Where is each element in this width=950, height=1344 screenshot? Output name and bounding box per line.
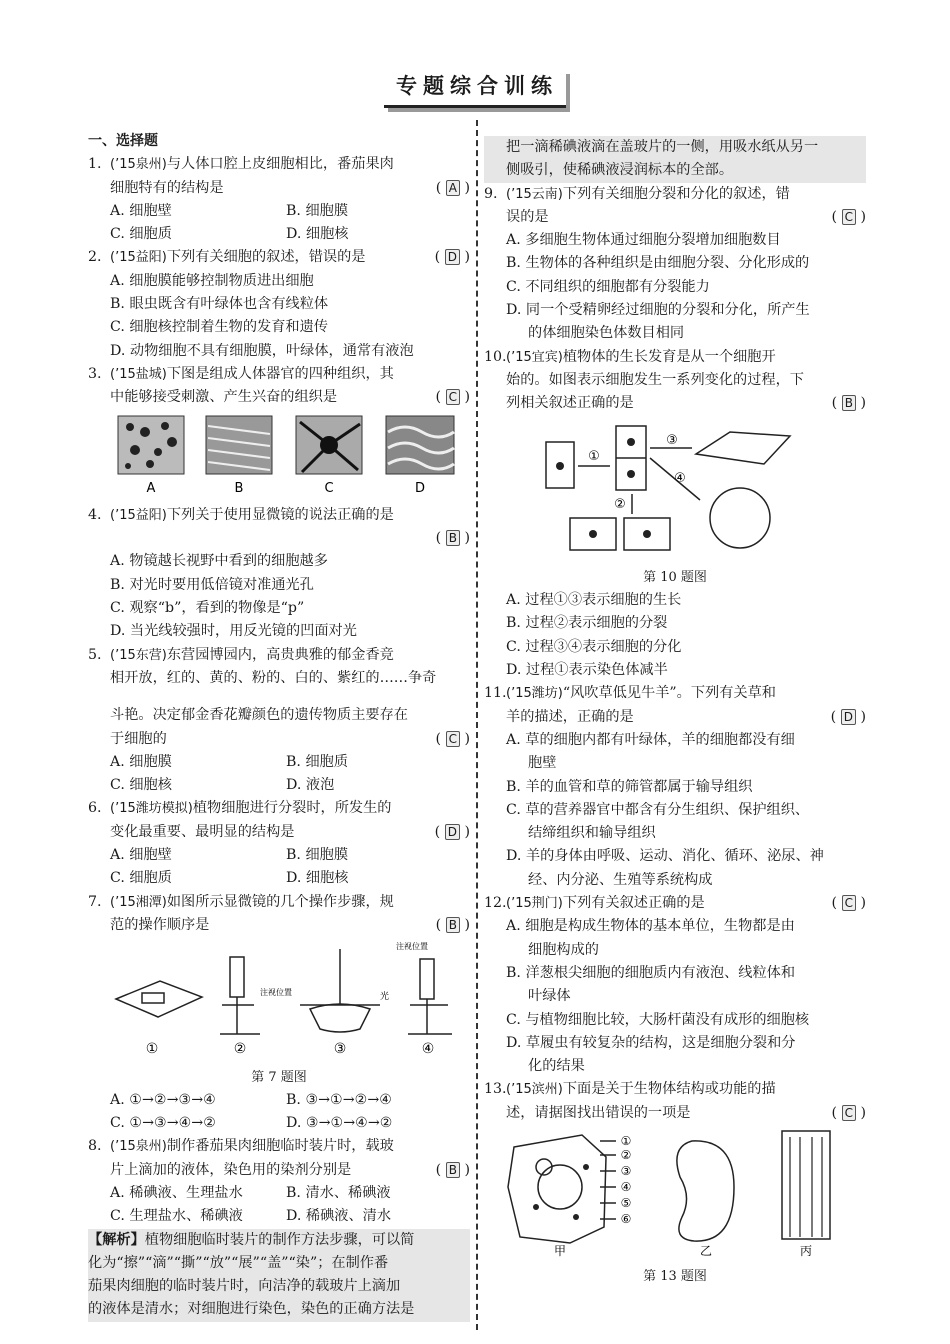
option-a: A. 细胞壁 bbox=[110, 202, 172, 219]
question-3 bbox=[88, 363, 470, 504]
q-text-cont: 列相关叙述正确的是 bbox=[506, 395, 634, 412]
question-1 bbox=[88, 153, 470, 246]
section-heading: 一、选择题 bbox=[88, 133, 158, 149]
option-c: C. 与植物细胞比较，大肠杆菌没有成形的细胞核 bbox=[506, 1011, 810, 1028]
answer: A bbox=[446, 180, 460, 196]
option-b: B. 细胞膜 bbox=[286, 847, 349, 864]
structures-figure bbox=[500, 1127, 840, 1257]
option-b: B. 洋葱根尖细胞的细胞质内有液泡、线粒体和 bbox=[506, 964, 796, 981]
answer: B bbox=[842, 395, 856, 411]
q-source: (’15云南) bbox=[506, 186, 563, 202]
option-d: D. 液泡 bbox=[286, 777, 335, 794]
part-label: ④ bbox=[620, 1179, 632, 1194]
seed-yi bbox=[677, 1141, 734, 1241]
q-number: 1. bbox=[88, 156, 102, 173]
answer-box: ( B ) bbox=[435, 1161, 470, 1178]
explanation-line: 把一滴稀碘液滴在盖玻片的一侧，用吸水纸从另一 bbox=[506, 139, 819, 155]
option-d-cont: 化的结果 bbox=[528, 1058, 585, 1075]
explanation-line: 茄果肉细胞的临时装片时，向洁净的载玻片上滴加 bbox=[88, 1278, 401, 1295]
option-a: A. 细胞是构成生物体的基本单位，生物都是由 bbox=[506, 918, 795, 935]
figure-caption: 第 7 题图 bbox=[251, 1069, 307, 1085]
option-a: A. 过程①③表示细胞的生长 bbox=[506, 592, 682, 609]
part-label: ⑥ bbox=[620, 1211, 632, 1226]
q-source: (’15泉州) bbox=[110, 157, 167, 173]
q-number: 12. bbox=[484, 895, 507, 912]
q-text-cont: 斗艳。决定郁金香花瓣颜色的遗传物质主要存在 bbox=[110, 707, 408, 724]
q-text-cont: 始的。如图表示细胞发生一系列变化的过程，下 bbox=[506, 371, 804, 388]
q-text: 制作番茄果肉细胞临时装片时，载玻 bbox=[166, 1138, 394, 1155]
q-number: 13. bbox=[484, 1081, 507, 1098]
option-b: B. 清水、稀碘液 bbox=[286, 1184, 391, 1201]
fig-label-a: A bbox=[146, 480, 156, 496]
q-text: 如图所示显微镜的几个操作步骤，规 bbox=[166, 893, 394, 910]
q-text: 下列有关叙述正确的是 bbox=[562, 895, 705, 912]
option-d: D. 稀碘液、清水 bbox=[286, 1208, 392, 1225]
microscope-steps-figure bbox=[110, 939, 466, 1057]
q-source: (’15湘潭) bbox=[110, 894, 167, 910]
part-label: ② bbox=[620, 1147, 632, 1162]
fig-label-c: C bbox=[324, 480, 334, 496]
q-number: 5. bbox=[88, 646, 102, 663]
answer: D bbox=[445, 824, 460, 840]
fig-label-yi: 乙 bbox=[699, 1243, 713, 1257]
q-source: (’15荆门) bbox=[506, 896, 563, 912]
answer-box: ( C ) bbox=[435, 730, 470, 747]
answer: B bbox=[446, 1162, 460, 1178]
q-text: 下列关于使用显微镜的说法正确的是 bbox=[166, 506, 394, 523]
step-label: ③ bbox=[333, 1041, 347, 1058]
column-divider bbox=[476, 120, 478, 1330]
plant-cell-jia bbox=[508, 1135, 606, 1243]
answer-box: ( B ) bbox=[435, 530, 470, 547]
option-a: A. 草的细胞内都有叶绿体，羊的细胞都没有细 bbox=[506, 731, 795, 748]
slide-step-1 bbox=[116, 981, 202, 1017]
option-c: C. 生理盐水、稀碘液 bbox=[110, 1208, 243, 1225]
step-3-label: ③ bbox=[666, 432, 678, 448]
title-text: 专题综合训练 bbox=[384, 70, 566, 108]
figure-caption: 第 13 题图 bbox=[643, 1269, 707, 1285]
explanation-continued bbox=[484, 136, 866, 183]
answer-box: ( D ) bbox=[434, 249, 470, 266]
q-text: 下面是关于生物体结构或功能的描 bbox=[562, 1081, 776, 1098]
q-text-cont: 误的是 bbox=[506, 208, 549, 225]
fig-label-d: D bbox=[414, 480, 426, 496]
step-4-label: ④ bbox=[674, 470, 686, 486]
q-source: (’15泉州) bbox=[110, 1139, 167, 1155]
answer: D bbox=[841, 709, 856, 725]
answer-box: ( C ) bbox=[831, 208, 866, 225]
option-d: D. 羊的身体由呼吸、运动、消化、循环、泌尿、神 bbox=[506, 848, 824, 865]
option-a: A. 多细胞生物体通过细胞分裂增加细胞数目 bbox=[506, 232, 781, 249]
option-b: B. 细胞膜 bbox=[286, 202, 349, 219]
answer-box: ( C ) bbox=[831, 1104, 866, 1121]
answer: D bbox=[445, 249, 460, 265]
question-5 bbox=[88, 644, 470, 798]
q-text: 与人体口腔上皮细胞相比，番茄果肉 bbox=[166, 156, 394, 173]
option-b: B. 羊的血管和草的筛管都属于输导组织 bbox=[506, 778, 753, 795]
left-column bbox=[88, 130, 470, 1322]
step-2-label: ② bbox=[614, 496, 626, 512]
q-text: 下列有关细胞分裂和分化的叙述，错 bbox=[562, 185, 790, 202]
microscope-step-2 bbox=[230, 957, 244, 997]
option-a-cont: 细胞构成的 bbox=[528, 941, 599, 958]
explanation-line: 植物细胞临时装片的制作方法步骤，可以简 bbox=[144, 1231, 415, 1248]
answer-box: ( D ) bbox=[434, 823, 470, 840]
q-number: 8. bbox=[88, 1138, 102, 1155]
step-label: ① bbox=[145, 1041, 159, 1058]
question-9 bbox=[484, 183, 866, 346]
q-text: 下图是组成人体器官的四种组织，其 bbox=[166, 365, 394, 382]
option-c: C. 观察“b”，看到的物像是“p” bbox=[110, 600, 305, 617]
q-text-cont: 于细胞的 bbox=[110, 730, 167, 747]
slide-step-3 bbox=[310, 1004, 370, 1032]
microscope-step-4 bbox=[420, 959, 434, 999]
option-b: B. 过程②表示细胞的分裂 bbox=[506, 615, 668, 632]
fig-label-b: B bbox=[234, 480, 244, 496]
option-d-cont: 经、内分泌、生殖等系统构成 bbox=[528, 871, 713, 888]
answer-box: ( B ) bbox=[435, 916, 470, 933]
option-b: B. 眼虫既含有叶绿体也含有线粒体 bbox=[110, 296, 329, 313]
option-a: A. 稀碘液、生理盐水 bbox=[110, 1184, 243, 1201]
question-7 bbox=[88, 891, 470, 1136]
tissue-round bbox=[710, 488, 770, 548]
answer-box: ( C ) bbox=[831, 895, 866, 912]
right-column bbox=[484, 136, 866, 1289]
q-source: (’15滨州) bbox=[506, 1082, 563, 1098]
question-11 bbox=[484, 682, 866, 892]
q-number: 2. bbox=[88, 249, 102, 266]
option-c: C. 草的营养器官中都含有分生组织、保护组织、 bbox=[506, 801, 810, 818]
answer: B bbox=[446, 917, 460, 933]
option-b: B. 对光时要用低倍镜对准通光孔 bbox=[110, 576, 314, 593]
option-d: D. 细胞核 bbox=[286, 226, 349, 243]
part-label: ① bbox=[620, 1133, 632, 1148]
option-b: B. 生物体的各种组织是由细胞分裂、分化形成的 bbox=[506, 255, 810, 272]
option-d: D. 同一个受精卵经过细胞的分裂和分化，所产生 bbox=[506, 302, 810, 319]
options bbox=[88, 200, 470, 247]
question-10 bbox=[484, 346, 866, 683]
q-number: 10. bbox=[484, 348, 507, 365]
q-number: 7. bbox=[88, 893, 102, 910]
q-source: (’15盐城) bbox=[110, 366, 167, 382]
q-text-cont: 细胞特有的结构是 bbox=[110, 179, 224, 196]
option-a: A. 细胞膜能够控制物质进出细胞 bbox=[110, 272, 314, 289]
option-d: D. 当光线较强时，用反光镜的凹面对光 bbox=[110, 623, 357, 640]
option-c-cont: 结缔组织和输导组织 bbox=[528, 825, 656, 842]
option-c: C. 细胞核控制着生物的发育和遗传 bbox=[110, 319, 328, 336]
option-c: C. 细胞质 bbox=[110, 226, 172, 243]
q-text-cont: 羊的描述，正确的是 bbox=[506, 708, 634, 725]
question-13 bbox=[484, 1078, 866, 1288]
step-label: ④ bbox=[421, 1041, 435, 1058]
answer: B bbox=[446, 530, 460, 546]
answer: C bbox=[842, 1105, 856, 1121]
option-c: C. ①→③→④→② bbox=[110, 1115, 216, 1132]
note-gaze-position: 注视位置 bbox=[396, 942, 428, 952]
q-text-cont: 片上滴加的液体，染色用的染剂分别是 bbox=[110, 1161, 352, 1178]
option-d: D. 细胞核 bbox=[286, 870, 349, 887]
cell-process-figure bbox=[540, 418, 802, 558]
q-text: “风吹草低见牛羊”。下列有关草和 bbox=[562, 685, 776, 702]
answer: C bbox=[446, 389, 460, 405]
q-number: 4. bbox=[88, 506, 102, 523]
q-number: 11. bbox=[484, 685, 507, 702]
explanation-line: 化为“擦”“滴”“撕”“放”“展”“盖”“染”；在制作番 bbox=[88, 1254, 389, 1271]
option-a: A. 细胞壁 bbox=[110, 847, 172, 864]
q-text: 下列有关细胞的叙述，错误的是 bbox=[166, 249, 366, 266]
option-a: A. ①→②→③→④ bbox=[110, 1091, 216, 1108]
question-2 bbox=[88, 246, 470, 362]
answer-box: ( C ) bbox=[435, 389, 470, 406]
question-12 bbox=[484, 892, 866, 1078]
option-c: C. 细胞质 bbox=[110, 870, 172, 887]
q-number: 3. bbox=[88, 365, 102, 382]
question-6 bbox=[88, 797, 470, 890]
figure-caption: 第 10 题图 bbox=[643, 569, 707, 585]
q-text: 东营园博园内，高贵典雅的郁金香竞 bbox=[166, 646, 394, 663]
fig-label-bing: 丙 bbox=[799, 1243, 813, 1257]
question-8 bbox=[88, 1135, 470, 1321]
q-text-cont: 述，请据图找出错误的一项是 bbox=[506, 1104, 691, 1121]
page-title bbox=[0, 70, 950, 108]
option-a: A. 物镜越长视野中看到的细胞越多 bbox=[110, 553, 328, 570]
explanation-line: 的液体是清水；对细胞进行染色，染色的正确方法是 bbox=[88, 1301, 415, 1318]
option-b: B. 细胞质 bbox=[286, 753, 349, 770]
q-source: (’15宜宾) bbox=[506, 349, 563, 365]
q-text: 植物体的生长发育是从一个细胞开 bbox=[562, 348, 776, 365]
q-source: (’15东营) bbox=[110, 647, 167, 663]
q-source: (’15潍坊) bbox=[506, 686, 563, 702]
option-d: D. 动物细胞不具有细胞膜，叶绿体，通常有液泡 bbox=[110, 342, 414, 359]
step-label: ② bbox=[233, 1041, 247, 1058]
q-text-cont: 相开放，红的、黄的、粉的、白的、紫红的……争奇 bbox=[110, 669, 437, 686]
q-number: 6. bbox=[88, 800, 102, 817]
q-number: 9. bbox=[484, 185, 498, 202]
q-text-cont: 变化最重要、最明显的结构是 bbox=[110, 823, 295, 840]
part-label: ③ bbox=[620, 1163, 632, 1178]
option-d: D. ③→①→④→② bbox=[286, 1115, 393, 1132]
explanation-line: 侧吸引，使稀碘液浸润标本的全部。 bbox=[506, 162, 734, 179]
option-a: A. 细胞膜 bbox=[110, 753, 172, 770]
tissue-flat bbox=[696, 432, 790, 464]
explanation bbox=[88, 1229, 470, 1322]
answer-box: ( B ) bbox=[831, 395, 866, 412]
q-source: (’15益阳) bbox=[110, 507, 167, 523]
q-text-cont: 范的操作顺序是 bbox=[110, 916, 210, 933]
option-d: D. 草履虫有较复杂的结构，这是细胞分裂和分 bbox=[506, 1034, 796, 1051]
answer-box: ( A ) bbox=[435, 179, 470, 196]
note-gaze-position: 注视位置 bbox=[260, 988, 292, 998]
explanation-tag: 【解析】 bbox=[88, 1231, 145, 1248]
option-c: C. 细胞核 bbox=[110, 777, 172, 794]
q-source: (’15潍坊模拟) bbox=[110, 801, 193, 817]
option-c: C. 不同组织的细胞都有分裂能力 bbox=[506, 278, 710, 295]
question-4 bbox=[88, 504, 470, 644]
q-text-cont: 中能够接受刺激、产生兴奋的组织是 bbox=[110, 389, 338, 406]
option-b-cont: 叶绿体 bbox=[528, 988, 571, 1005]
answer: C bbox=[842, 895, 856, 911]
fig-label-jia: 甲 bbox=[553, 1243, 567, 1257]
note-light: 光 bbox=[380, 992, 390, 1003]
option-b: B. ③→①→②→④ bbox=[286, 1091, 392, 1108]
answer-box: ( D ) bbox=[830, 708, 866, 725]
tissue-figure bbox=[110, 412, 460, 496]
q-source: (’15益阳) bbox=[110, 250, 167, 266]
step-1-label: ① bbox=[588, 448, 600, 464]
answer: C bbox=[446, 731, 460, 747]
vessel-bing bbox=[782, 1131, 830, 1239]
option-c: C. 过程③④表示细胞的分化 bbox=[506, 638, 682, 655]
option-a-cont: 胞壁 bbox=[528, 755, 557, 772]
answer: C bbox=[842, 209, 856, 225]
part-label: ⑤ bbox=[620, 1195, 632, 1210]
option-d: D. 过程①表示染色体减半 bbox=[506, 662, 668, 679]
option-d-cont: 的体细胞染色体数目相同 bbox=[528, 325, 685, 342]
q-text: 植物细胞进行分裂时，所发生的 bbox=[192, 800, 392, 817]
